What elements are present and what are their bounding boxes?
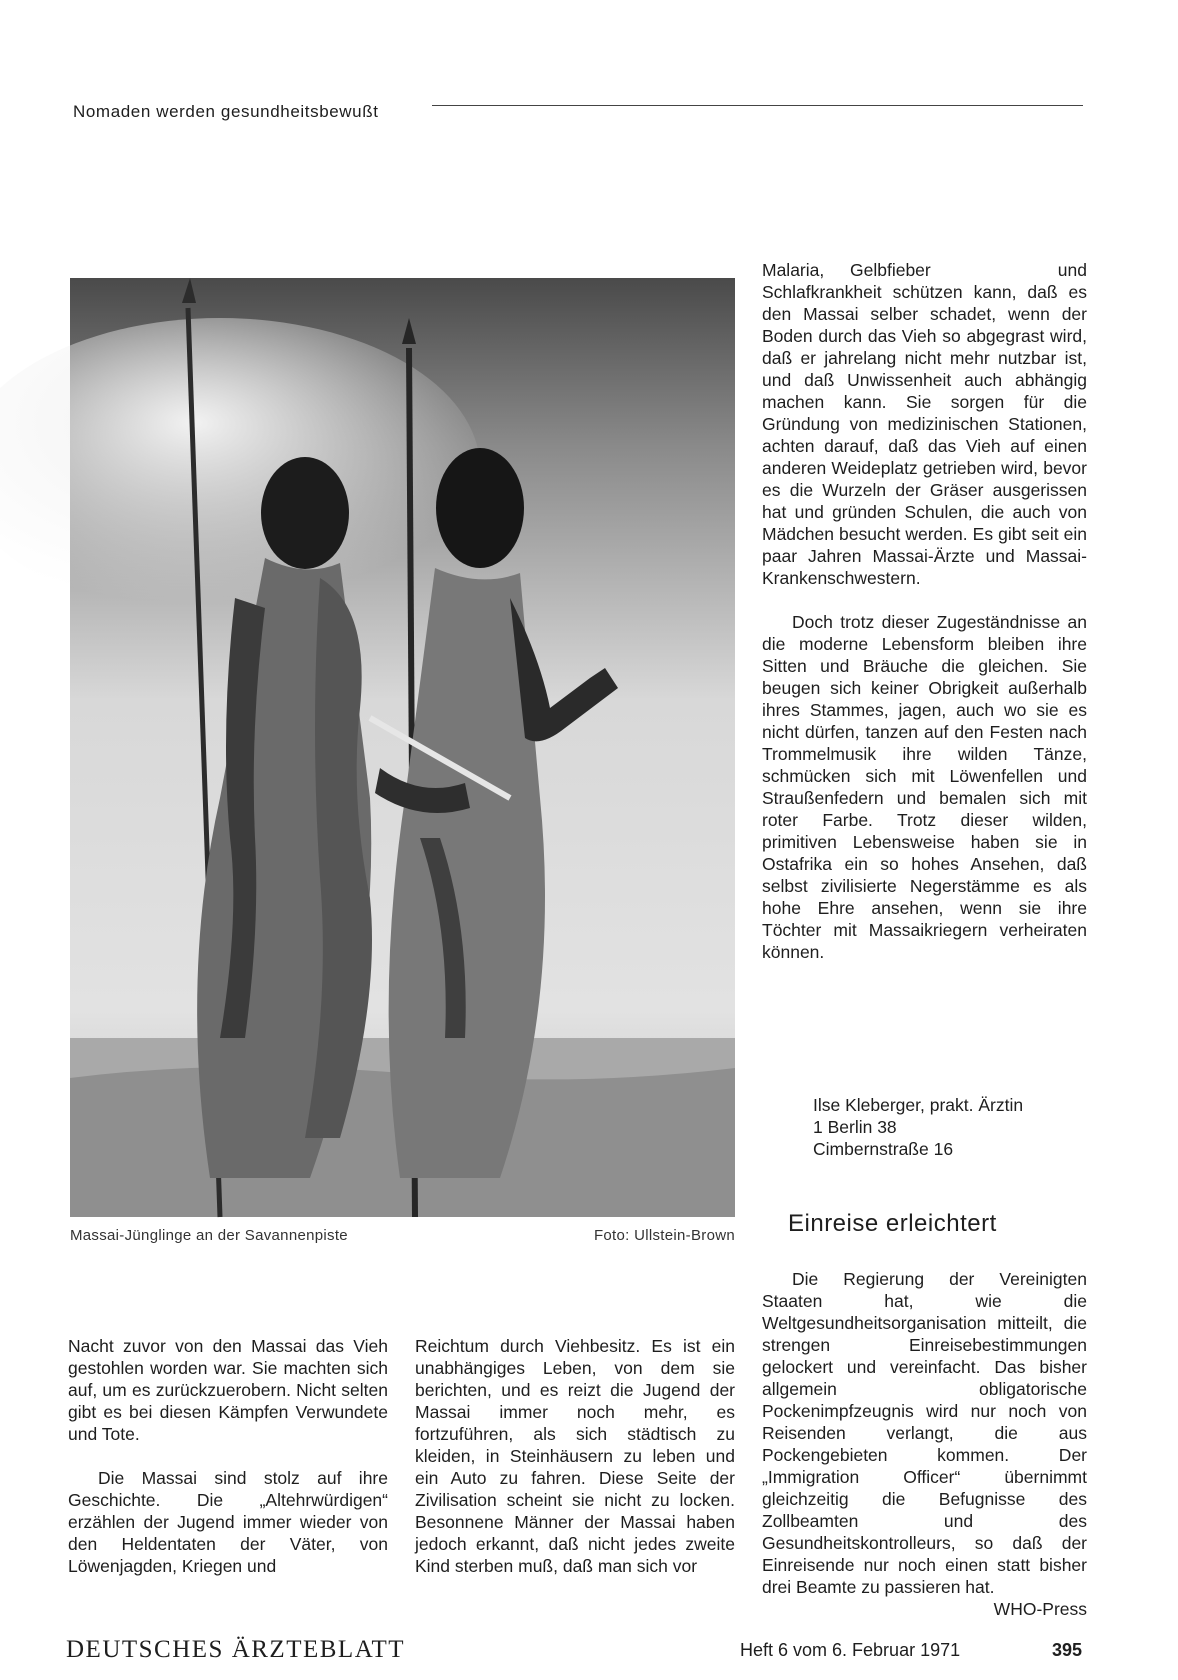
author-street: Cimbernstraße 16: [813, 1139, 954, 1159]
issue-date: Heft 6 vom 6. Februar 1971: [740, 1640, 961, 1660]
section-heading: Einreise erleichtert: [788, 1210, 997, 1237]
left-para-2: Die Massai sind stolz auf ihre Geschichte. Die „Altehrwürdigen“ erzählen der Jugend immer wieder von den Heldentaten der Väter, von Löwenjagden, Kriegen und: [68, 1468, 388, 1576]
section2-source: WHO-Press: [993, 1599, 1087, 1619]
clipped-line: Malaria,: [762, 260, 825, 280]
author-signature: [813, 1094, 1023, 1160]
left-column: [68, 1335, 388, 1577]
author-name: Ilse Kleberger, prakt. Ärztin: [813, 1095, 1024, 1115]
middle-column: [415, 1335, 735, 1577]
right-para-1: Gelbfieber und Schlafkrankheit schützen kann, daß es den Massai selber schadet, wenn der Boden durch das Vieh so abgegrast wird, daß er jahrelang nicht mehr nutzbar ist, und daß Unwissenheit auch abhängig machen kann. Sie sorgen für die Gründung von medizinischen Stationen, achten darauf, daß das Vieh auf einen anderen Weideplatz getrieben wird, bevor es die Wurzeln der Gräser ausgerissen hat und gründen Schulen, die auch von Mädchen besucht werden. Es gibt seit ein paar Jahren Massai-Ärzte und Massai-Krankenschwestern.: [762, 260, 1087, 588]
middle-para-1: Reichtum durch Viehbesitz. Es ist ein unabhängiges Leben, von dem sie berichten, und es reizt die Jugend der Massai immer noch mehr, es fortzuführen, als sich städtisch zu kleiden, in Steinhäusern zu leben und ein Auto zu fahren. Diese Seite der Zivilisation scheint sie nicht zu locken. Besonnene Männer der Massai haben jedoch erkannt, daß nicht jedes zweite Kind sterben muß, daß man sich vor: [415, 1336, 735, 1576]
photo-massai-youths: [70, 278, 735, 1217]
author-city: 1 Berlin 38: [813, 1117, 897, 1137]
section2-column: [762, 1268, 1087, 1620]
running-head: Nomaden werden gesundheitsbewußt: [73, 102, 379, 121]
right-para-2: Doch trotz dieser Zugeständnisse an die moderne Lebensform bleiben ihre Sitten und Bräuche die gleichen. Sie beugen sich keiner Obrigkeit außerhalb ihres Stammes, jagen, auch wo sie es nicht dürfen, tanzen auf den Festen nach Trommelmusik ihre wilden Tänze, schmücken sich mit Löwenfellen und Straußenfedern und bemalen sich mit roter Farbe. Trotz dieser wilden, primitiven Lebensweise haben sie in Ostafrika ein so hohes Ansehen, daß selbst zivilisierte Negerstämme es als hohe Ehre ansehen, wenn sie ihre Töchter mit Massaikriegern verheiraten können.: [762, 612, 1087, 962]
photo-credit: Foto: Ullstein-Brown: [593, 1227, 735, 1244]
section2-body: Die Regierung der Vereinigten Staaten hat, wie die Weltgesundheitsorganisation mitteilt, die strengen Einreisebestimmungen gelockert und vereinfacht. Das bisher allgemein obligatorische Pockenimpfzeugnis wird nur noch von Reisenden verlangt, die aus Pockengebieten kommen. Der „Immigration Officer“ übernimmt gleichzeitig die Befugnisse des Zollbeamten und des Gesundheitskontrolleurs, so daß der Einreisende nur noch einen statt bisher drei Beamte zu passieren hat. WHO-Press: [762, 1269, 1087, 1619]
photo-caption: Massai-Jünglinge an der Savannenpiste: [70, 1227, 348, 1244]
page-number: 395: [1052, 1640, 1083, 1660]
header-rule: [432, 105, 1083, 106]
left-para-1: Nacht zuvor von den Massai das Vieh gestohlen worden war. Sie machten sich auf, um es zurückzuerobern. Nicht selten gibt es bei diesen Kämpfen Verwundete und Tote.: [68, 1336, 388, 1444]
publication-name: DEUTSCHES ÄRZTEBLATT: [66, 1636, 406, 1663]
right-column: [762, 259, 1087, 963]
